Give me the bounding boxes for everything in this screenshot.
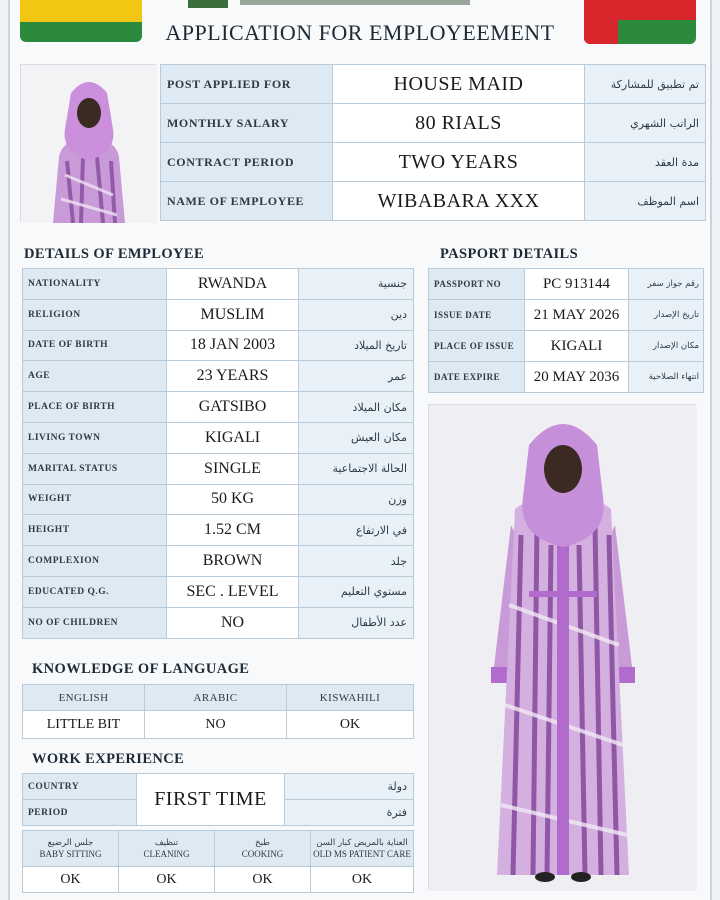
details-arabic: جلد: [299, 546, 414, 577]
details-value: 23 YEARS: [167, 361, 299, 392]
passport-arabic: مكان الإصدار: [629, 331, 704, 362]
post-table: [160, 64, 706, 221]
passport-label: ISSUE DATE: [429, 300, 525, 331]
experience-country-label: COUNTRY: [23, 774, 137, 800]
post-row: [161, 104, 706, 143]
details-label: LIVING TOWN: [23, 422, 167, 453]
details-value: MUSLIM: [167, 299, 299, 330]
details-row: [23, 392, 414, 423]
language-header-english: ENGLISH: [23, 685, 145, 711]
language-heading: KNOWLEDGE OF LANGUAGE: [32, 661, 250, 677]
post-label: CONTRACT PERIOD: [161, 143, 333, 182]
page-title: APPLICATION FOR EMPLOYEEMENT: [165, 20, 555, 45]
post-value: 80 RIALS: [333, 104, 585, 143]
post-value: TWO YEARS: [333, 143, 585, 182]
passport-value: 21 MAY 2026: [525, 300, 629, 331]
language-value-english: LITTLE BIT: [23, 711, 145, 739]
passport-value: KIGALI: [525, 331, 629, 362]
details-label: COMPLEXION: [23, 546, 167, 577]
skill-label: BABY SITTING: [39, 848, 102, 859]
details-row: [23, 299, 414, 330]
details-label: NO OF CHILDREN: [23, 607, 167, 638]
post-row: [161, 143, 706, 182]
skill-label: OLD MS PATIENT CARE: [313, 848, 411, 859]
skill-arabic: العناية بالمريض كبار السن: [316, 837, 408, 848]
details-row: [23, 484, 414, 515]
application-form: [8, 0, 712, 900]
details-value: 50 KG: [167, 484, 299, 515]
language-header-arabic: ARABIC: [145, 685, 287, 711]
details-label: HEIGHT: [23, 515, 167, 546]
post-label: NAME OF EMPLOYEE: [161, 182, 333, 221]
skill-label: CLEANING: [143, 848, 190, 859]
language-header-kiswahili: KISWAHILI: [287, 685, 414, 711]
language-value-arabic: NO: [145, 711, 287, 739]
post-label: MONTHLY SALARY: [161, 104, 333, 143]
skill-arabic: تنظيف: [154, 837, 179, 848]
details-arabic: وزن: [299, 484, 414, 515]
passport-row: [429, 331, 704, 362]
skill-value: OK: [119, 867, 215, 893]
details-label: PLACE OF BIRTH: [23, 392, 167, 423]
experience-value: FIRST TIME: [137, 774, 285, 826]
details-row: [23, 269, 414, 300]
details-value: 18 JAN 2003: [167, 330, 299, 361]
details-row: [23, 576, 414, 607]
passport-value: PC 913144: [525, 269, 629, 300]
skill-header: [215, 831, 311, 867]
language-table: [22, 684, 414, 739]
details-arabic: مكان العيش: [299, 422, 414, 453]
details-label: NATIONALITY: [23, 269, 167, 300]
post-label: POST APPLIED FOR: [161, 65, 333, 104]
details-row: [23, 515, 414, 546]
passport-row: [429, 300, 704, 331]
details-label: AGE: [23, 361, 167, 392]
details-row: [23, 361, 414, 392]
details-arabic: في الارتفاع: [299, 515, 414, 546]
passport-row: [429, 362, 704, 393]
skill-arabic: طبخ: [255, 837, 270, 848]
skill-header: [119, 831, 215, 867]
details-arabic: جنسية: [299, 269, 414, 300]
skill-value: OK: [215, 867, 311, 893]
passport-arabic: تاريخ الإصدار: [629, 300, 704, 331]
skill-label: COOKING: [241, 848, 284, 859]
details-value: 1.52 CM: [167, 515, 299, 546]
details-arabic: مستوي التعليم: [299, 576, 414, 607]
passport-row: [429, 269, 704, 300]
details-arabic: عمر: [299, 361, 414, 392]
experience-period-label: PERIOD: [23, 800, 137, 826]
details-value: GATSIBO: [167, 392, 299, 423]
passport-heading: PASPORT DETAILS: [440, 246, 579, 262]
skill-header: [23, 831, 119, 867]
details-arabic: عدد الأطفال: [299, 607, 414, 638]
skill-header: [311, 831, 414, 867]
post-arabic: مدة العقد: [585, 143, 706, 182]
details-table: [22, 268, 414, 639]
skill-arabic: جلس الرضيع: [47, 837, 94, 848]
passport-label: PLACE OF ISSUE: [429, 331, 525, 362]
details-value: NO: [167, 607, 299, 638]
details-label: EDUCATED Q.G.: [23, 576, 167, 607]
passport-value: 20 MAY 2036: [525, 362, 629, 393]
details-row: [23, 546, 414, 577]
passport-arabic: رقم جواز سفر: [629, 269, 704, 300]
details-label: WEIGHT: [23, 484, 167, 515]
experience-heading: WORK EXPERIENCE: [32, 751, 185, 767]
employee-photo-portrait: [20, 64, 156, 222]
details-label: MARITAL STATUS: [23, 453, 167, 484]
post-row: [161, 182, 706, 221]
details-value: KIGALI: [167, 422, 299, 453]
post-arabic: تم تطبيق للمشاركة: [585, 65, 706, 104]
passport-label: DATE EXPIRE: [429, 362, 525, 393]
details-value: SEC . LEVEL: [167, 576, 299, 607]
post-arabic: اسم الموظف: [585, 182, 706, 221]
post-value: WIBABARA XXX: [333, 182, 585, 221]
skill-value: OK: [311, 867, 414, 893]
passport-table: [428, 268, 704, 393]
details-row: [23, 330, 414, 361]
header-emblem-icon: [180, 0, 500, 10]
details-row: [23, 422, 414, 453]
passport-arabic: انتهاء الصلاحية: [629, 362, 704, 393]
details-value: SINGLE: [167, 453, 299, 484]
details-label: RELIGION: [23, 299, 167, 330]
details-value: RWANDA: [167, 269, 299, 300]
details-label: DATE OF BIRTH: [23, 330, 167, 361]
post-arabic: الراتب الشهري: [585, 104, 706, 143]
post-row: [161, 65, 706, 104]
details-heading: DETAILS OF EMPLOYEE: [24, 246, 205, 262]
skills-table: [22, 830, 414, 893]
experience-period-arabic: فترة: [285, 800, 414, 826]
details-arabic: مكان الميلاد: [299, 392, 414, 423]
passport-label: PASSPORT NO: [429, 269, 525, 300]
details-arabic: تاريخ الميلاد: [299, 330, 414, 361]
language-value-kiswahili: OK: [287, 711, 414, 739]
details-value: BROWN: [167, 546, 299, 577]
details-arabic: الحالة الاجتماعية: [299, 453, 414, 484]
skill-value: OK: [23, 867, 119, 893]
experience-table: [22, 773, 414, 826]
experience-country-arabic: دولة: [285, 774, 414, 800]
details-row: [23, 607, 414, 638]
details-arabic: دين: [299, 299, 414, 330]
post-value: HOUSE MAID: [333, 65, 585, 104]
employee-photo-full: [428, 404, 696, 890]
details-row: [23, 453, 414, 484]
